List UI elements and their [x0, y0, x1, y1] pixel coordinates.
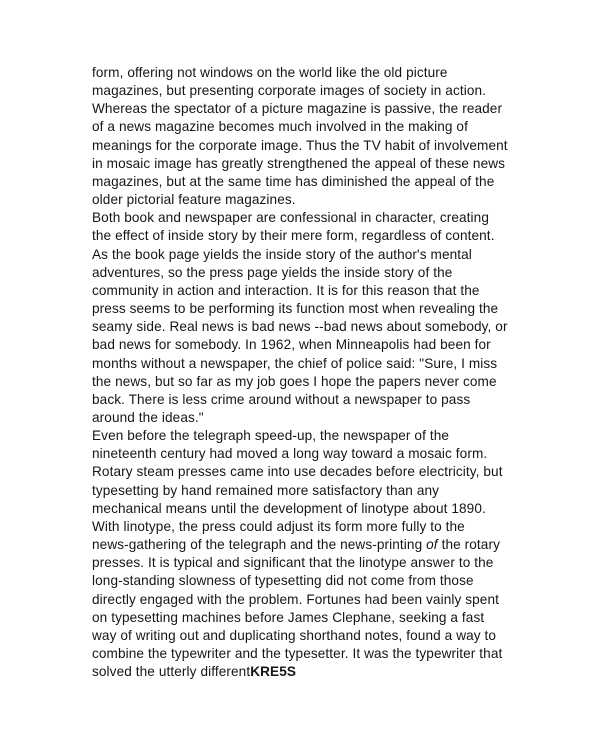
- text-segment: directly engaged with the problem. Fortunes had been vainly spent: [92, 591, 500, 607]
- text-segment: magazines, but at the same time has diminished the appeal of the: [92, 173, 495, 189]
- text-segment: on typesetting machines before James Clephane, seeking a fast: [92, 609, 485, 625]
- text-segment: meanings for the corporate image. Thus the TV habit of involvement: [92, 137, 508, 153]
- text-line: [92, 209, 532, 227]
- body-text: [92, 64, 532, 681]
- text-segment: KRE5S: [250, 664, 297, 680]
- text-line: [92, 191, 532, 209]
- text-line: [92, 391, 532, 409]
- text-segment: long-standing slowness of typesetting did not come from those: [92, 573, 474, 589]
- text-segment: solved the utterly different: [92, 664, 251, 680]
- text-segment: older pictorial feature magazines.: [92, 192, 296, 208]
- text-line: [92, 227, 532, 245]
- text-segment: community in action and interaction. It is for this reason that the: [92, 282, 480, 298]
- text-segment: nineteenth century had moved a long way toward a mosaic form.: [92, 446, 488, 462]
- text-line: [92, 64, 532, 82]
- text-segment: combine the typewriter and the typesetter. It was the typewriter that: [92, 646, 503, 661]
- text-line: [92, 100, 532, 118]
- text-segment: Even before the telegraph speed-up, the newspaper of the: [92, 428, 450, 444]
- text-segment: adventures, so the press page yields the inside story of the: [92, 264, 453, 280]
- text-segment: Whereas the spectator of a picture magazine is passive, the reader: [92, 101, 503, 117]
- text-line: [92, 591, 532, 609]
- text-segment: Rotary steam presses came into use decades before electricity, but: [92, 464, 503, 480]
- text-line: [92, 663, 532, 681]
- text-segment: months without a newspaper, the chief of police said: "Sure, I miss: [92, 355, 498, 371]
- text-line: [92, 518, 532, 536]
- text-segment: mechanical means until the development of linotype about 1890.: [92, 500, 486, 516]
- text-line: [92, 445, 532, 463]
- text-segment: the effect of inside story by their mere form, regardless of content.: [92, 228, 495, 244]
- text-line: [92, 427, 532, 445]
- text-line: [92, 173, 532, 191]
- text-line: [92, 463, 532, 481]
- text-segment: the news, but so far as my job goes I hope the papers never come: [92, 373, 497, 389]
- text-segment: presses. It is typical and significant that the linotype answer to the: [92, 555, 494, 571]
- text-segment: of: [426, 537, 438, 553]
- text-line: [92, 355, 532, 373]
- text-segment: typesetting by hand remained more satisfactory than any: [92, 482, 440, 498]
- text-segment: way of writing out and duplicating shorthand notes, found a way to: [92, 627, 497, 643]
- text-line: [92, 246, 532, 264]
- text-line: [92, 336, 532, 354]
- text-segment: With linotype, the press could adjust its form more fully to the: [92, 518, 465, 534]
- text-line: [92, 536, 532, 554]
- text-segment: As the book page yields the inside story of the author's mental: [92, 246, 472, 262]
- text-line: [92, 609, 532, 627]
- text-segment: the rotary: [437, 537, 500, 553]
- text-line: [92, 482, 532, 500]
- text-segment: press seems to be performing its function most when revealing the: [92, 301, 499, 317]
- text-line: [92, 155, 532, 173]
- text-line: [92, 572, 532, 590]
- text-segment: in mosaic image has greatly strengthened the appeal of these news: [92, 155, 506, 171]
- text-line: [92, 645, 532, 663]
- text-line: [92, 627, 532, 645]
- text-line: [92, 264, 532, 282]
- text-line: [92, 373, 532, 391]
- text-line: [92, 82, 532, 100]
- text-segment: form, offering not windows on the world like the old picture: [92, 65, 448, 80]
- text-line: [92, 500, 532, 518]
- text-segment: of a news magazine becomes much involved in the making of: [92, 119, 468, 135]
- text-segment: magazines, but presenting corporate images of society in action.: [92, 83, 487, 99]
- text-line: [92, 554, 532, 572]
- text-segment: Both book and newspaper are confessional in character, creating: [92, 210, 489, 226]
- text-line: [92, 318, 532, 336]
- text-line: [92, 282, 532, 300]
- text-line: [92, 300, 532, 318]
- text-line: [92, 409, 532, 427]
- text-line: [92, 137, 532, 155]
- text-segment: news-gathering of the telegraph and the news-printing: [92, 537, 427, 553]
- text-segment: around the ideas.": [92, 409, 204, 425]
- text-line: [92, 118, 532, 136]
- text-segment: seamy side. Real news is bad news --bad news about somebody, or: [92, 319, 508, 335]
- text-segment: bad news for somebody. In 1962, when Minneapolis had been for: [92, 337, 491, 353]
- text-segment: back. There is less crime around without a newspaper to pass: [92, 391, 471, 407]
